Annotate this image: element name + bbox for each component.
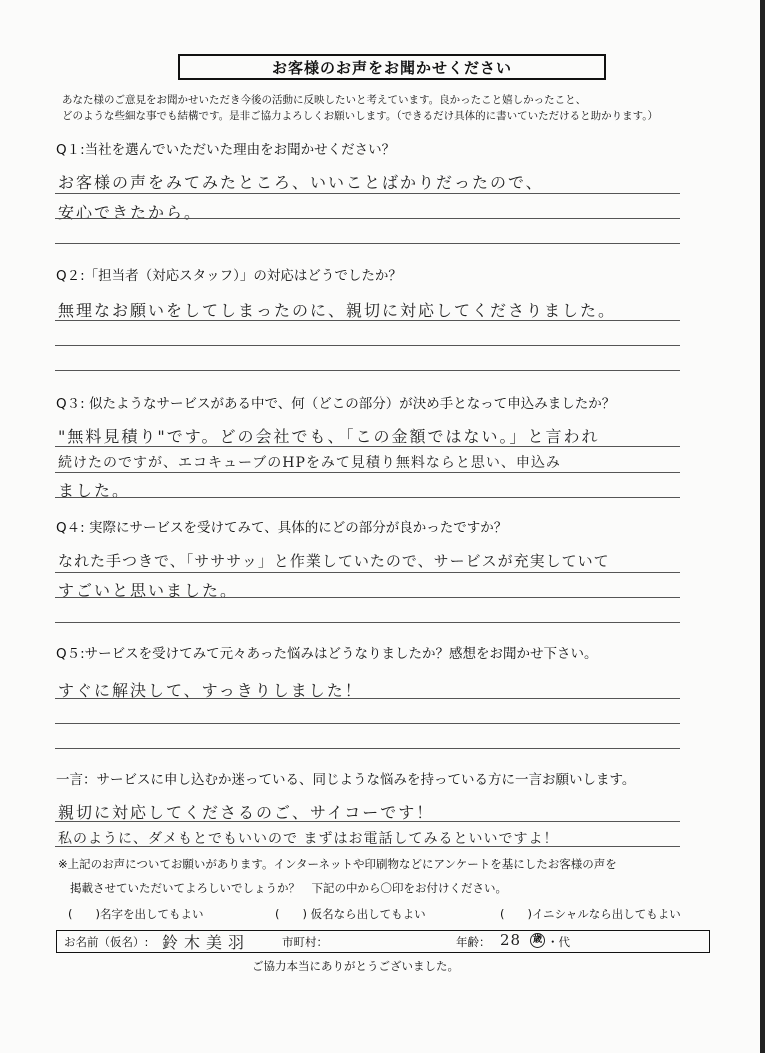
intro-line-2: どのような些細な事でも結構です。是非ご協力よろしくお願いします。（できるだけ具体的に書いていただけると助かります。） bbox=[62, 110, 658, 122]
answer-2-line-1: 無理なお願いをしてしまったのに、親切に対応してくださりました。 bbox=[58, 301, 617, 320]
intro-line-1: あなた様のご意見をお聞かせいただき今後の活動に反映したいと考えています。良かったこと嬉しかったこと、 bbox=[62, 94, 587, 106]
respondent-box bbox=[56, 930, 710, 953]
question-3-label: Q３: 似たようなサービスがある中で、何（どこの部分）が決め手となって申込みましたか？ bbox=[56, 396, 616, 412]
name-value[interactable]: 鈴木美羽 bbox=[162, 933, 251, 952]
answer-line bbox=[55, 320, 680, 321]
message-line-2: 私のように、ダメもとでもいいので まずはお電話してみるといいですよ！ bbox=[58, 831, 559, 847]
message-label: 一言：サービスに申し込むか迷っている、同じような悩みを持っている方に一言お願いします。 bbox=[56, 772, 636, 788]
answer-line bbox=[55, 497, 680, 498]
age-circled-mark: 歳 bbox=[530, 933, 545, 948]
age-label: 年齢： bbox=[456, 935, 491, 949]
permission-note-1: ※上記のお声についてお願いがあります。インターネットや印刷物などにアンケートを基にしたお客様の声を bbox=[58, 857, 617, 871]
answer-line bbox=[55, 622, 680, 623]
answer-line bbox=[55, 472, 680, 473]
answer-line bbox=[55, 597, 680, 598]
answer-4-line-1: なれた手つきで、「サササッ」と作業していたので、サービスが充実していて bbox=[58, 552, 610, 570]
option-pseudonym[interactable]: ( ) 仮名なら出してもよい bbox=[275, 907, 426, 921]
answer-line bbox=[55, 345, 680, 346]
age-value[interactable]: 28 bbox=[500, 931, 522, 949]
question-2-label: Q２:「担当者（対応スタッフ）」の対応はどうでしたか？ bbox=[56, 268, 402, 284]
option-initials[interactable]: ( )イニシャルなら出してもよい bbox=[500, 907, 681, 921]
answer-line bbox=[55, 821, 680, 822]
answer-line bbox=[55, 748, 680, 749]
answer-3-line-1: "無料見積り"です。どの会社でも、「この金額ではない。」と言われ bbox=[58, 427, 600, 446]
option-surname[interactable]: ( )名字を出してもよい bbox=[68, 907, 204, 921]
scan-edge bbox=[760, 0, 765, 1053]
age-suffix: ・代 bbox=[547, 935, 570, 949]
message-line-1: 親切に対応してくださるのご、サイコーです！ bbox=[58, 803, 435, 822]
answer-line bbox=[55, 846, 680, 847]
form-title: お客様のお声をお聞かせください bbox=[178, 54, 606, 80]
answer-1-line-1: お客様の声をみてみたところ、いいことばかりだったので、 bbox=[58, 173, 544, 192]
answer-line bbox=[55, 218, 680, 219]
answer-line bbox=[55, 572, 680, 573]
name-label: お名前（仮名）: bbox=[64, 935, 149, 949]
question-1-label: Q１:当社を選んでいただいた理由をお聞かせください？ bbox=[56, 142, 396, 158]
question-4-label: Q４: 実際にサービスを受けてみて、具体的にどの部分が良かったですか？ bbox=[56, 520, 508, 536]
answer-1-line-2: 安心できたから。 bbox=[58, 203, 203, 222]
answer-3-line-2: 続けたのですが、エコキューブのHPをみて見積り無料ならと思い、申込み bbox=[58, 455, 561, 471]
answer-line bbox=[55, 243, 680, 244]
answer-line bbox=[55, 193, 680, 194]
answer-line bbox=[55, 446, 680, 447]
question-5-label: Q５:サービスを受けてみて元々あった悩みはどうなりましたか？感想をお聞かせ下さい。 bbox=[56, 646, 598, 662]
city-label: 市町村： bbox=[282, 935, 328, 949]
answer-line bbox=[55, 723, 680, 724]
answer-5-line-1: すぐに解決して、すっきりしました！ bbox=[58, 681, 363, 700]
answer-line bbox=[55, 698, 680, 699]
answer-3-line-3: ました。 bbox=[58, 481, 131, 500]
thanks-message: ご協力本当にありがとうございました。 bbox=[252, 959, 459, 973]
permission-note-2: 掲載させていただいてよろしいでしょうか？ 下記の中から〇印をお付けください。 bbox=[70, 881, 507, 895]
answer-line bbox=[55, 370, 680, 371]
answer-4-line-2: すごいと思いました。 bbox=[58, 581, 239, 600]
